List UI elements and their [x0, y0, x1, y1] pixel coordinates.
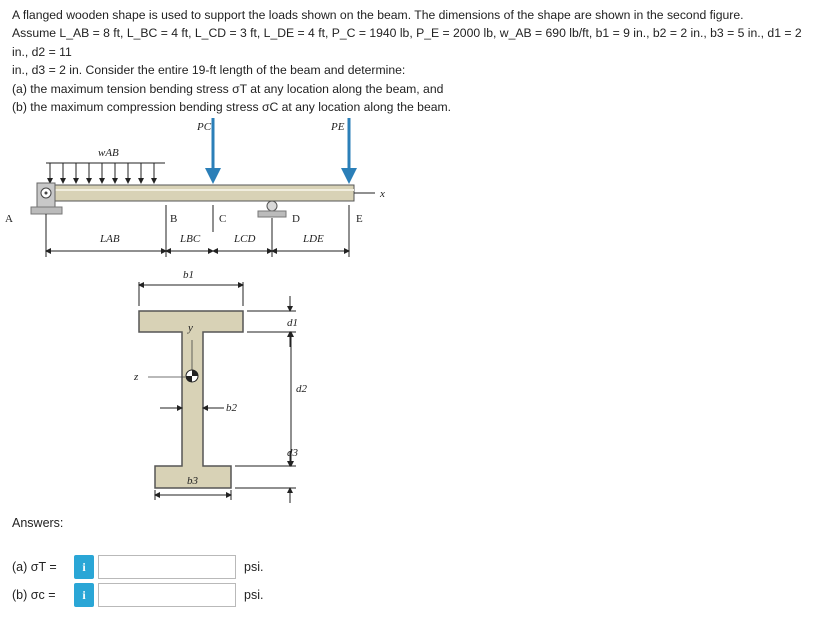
answers-heading: Answers:	[12, 516, 64, 530]
label-point-d: D	[292, 213, 300, 225]
label-pc: PC	[197, 121, 212, 133]
cross-section	[133, 269, 308, 503]
label-lbc: LBC	[180, 233, 201, 245]
problem-part-b: (b) the maximum compression bending stress σC at any location along the beam.	[12, 100, 452, 115]
roller-support-d	[258, 201, 286, 217]
info-button-a[interactable]: i	[74, 555, 94, 579]
answer-row-b	[12, 582, 263, 608]
unit-label-a: psi.	[244, 560, 264, 574]
load-pc-arrow	[196, 118, 221, 184]
label-x-axis: x	[380, 188, 385, 200]
info-button-b[interactable]: i	[74, 583, 94, 607]
label-d3: d3	[287, 447, 298, 459]
label-point-a: A	[5, 213, 13, 225]
label-lcd: LCD	[234, 233, 256, 245]
problem-line-3: in., d3 = 2 in. Consider the entire 19-ft length of the beam and determine:	[12, 63, 406, 78]
label-b1: b1	[183, 269, 194, 281]
label-z-axis: z	[134, 371, 139, 383]
label-d1: d1	[287, 317, 298, 329]
label-d2: d2	[296, 383, 307, 395]
answer-label-b: (b) σc =	[12, 588, 56, 602]
beam	[44, 185, 354, 201]
unit-label-b: psi.	[244, 588, 264, 602]
label-b2: b2	[226, 402, 237, 414]
distributed-load	[46, 147, 165, 184]
label-lde: LDE	[303, 233, 324, 245]
answer-row-a	[12, 554, 263, 580]
label-lab: LAB	[100, 233, 120, 245]
label-point-e: E	[356, 213, 363, 225]
problem-part-a: (a) the maximum tension bending stress σT at any location along the beam, and	[12, 81, 444, 96]
label-wab: wAB	[98, 147, 119, 159]
answer-label-a: (a) σT =	[12, 560, 57, 574]
answer-input-a[interactable]	[98, 555, 236, 579]
label-b3: b3	[187, 475, 198, 487]
problem-line-1: A flanged wooden shape is used to support the loads shown on the beam. The dimensions of the shape are shown in the second figure.	[12, 8, 744, 22]
load-pe-arrow	[330, 118, 357, 184]
label-pe: PE	[331, 121, 345, 133]
answer-input-b[interactable]	[98, 583, 236, 607]
centroid-icon	[186, 370, 198, 382]
problem-line-2: Assume L_AB = 8 ft, L_BC = 4 ft, L_CD = 3 ft, L_DE = 4 ft, P_C = 1940 lb, P_E = 2000 lb, w_AB = 690 lb/ft, b1 = 9 in., b2 = 2 in., b3 = 5 in., d1 = 2 in., d2 = 11	[12, 26, 802, 59]
label-y-axis: y	[188, 322, 193, 334]
label-point-b: B	[170, 213, 178, 225]
label-point-c: C	[219, 213, 227, 225]
